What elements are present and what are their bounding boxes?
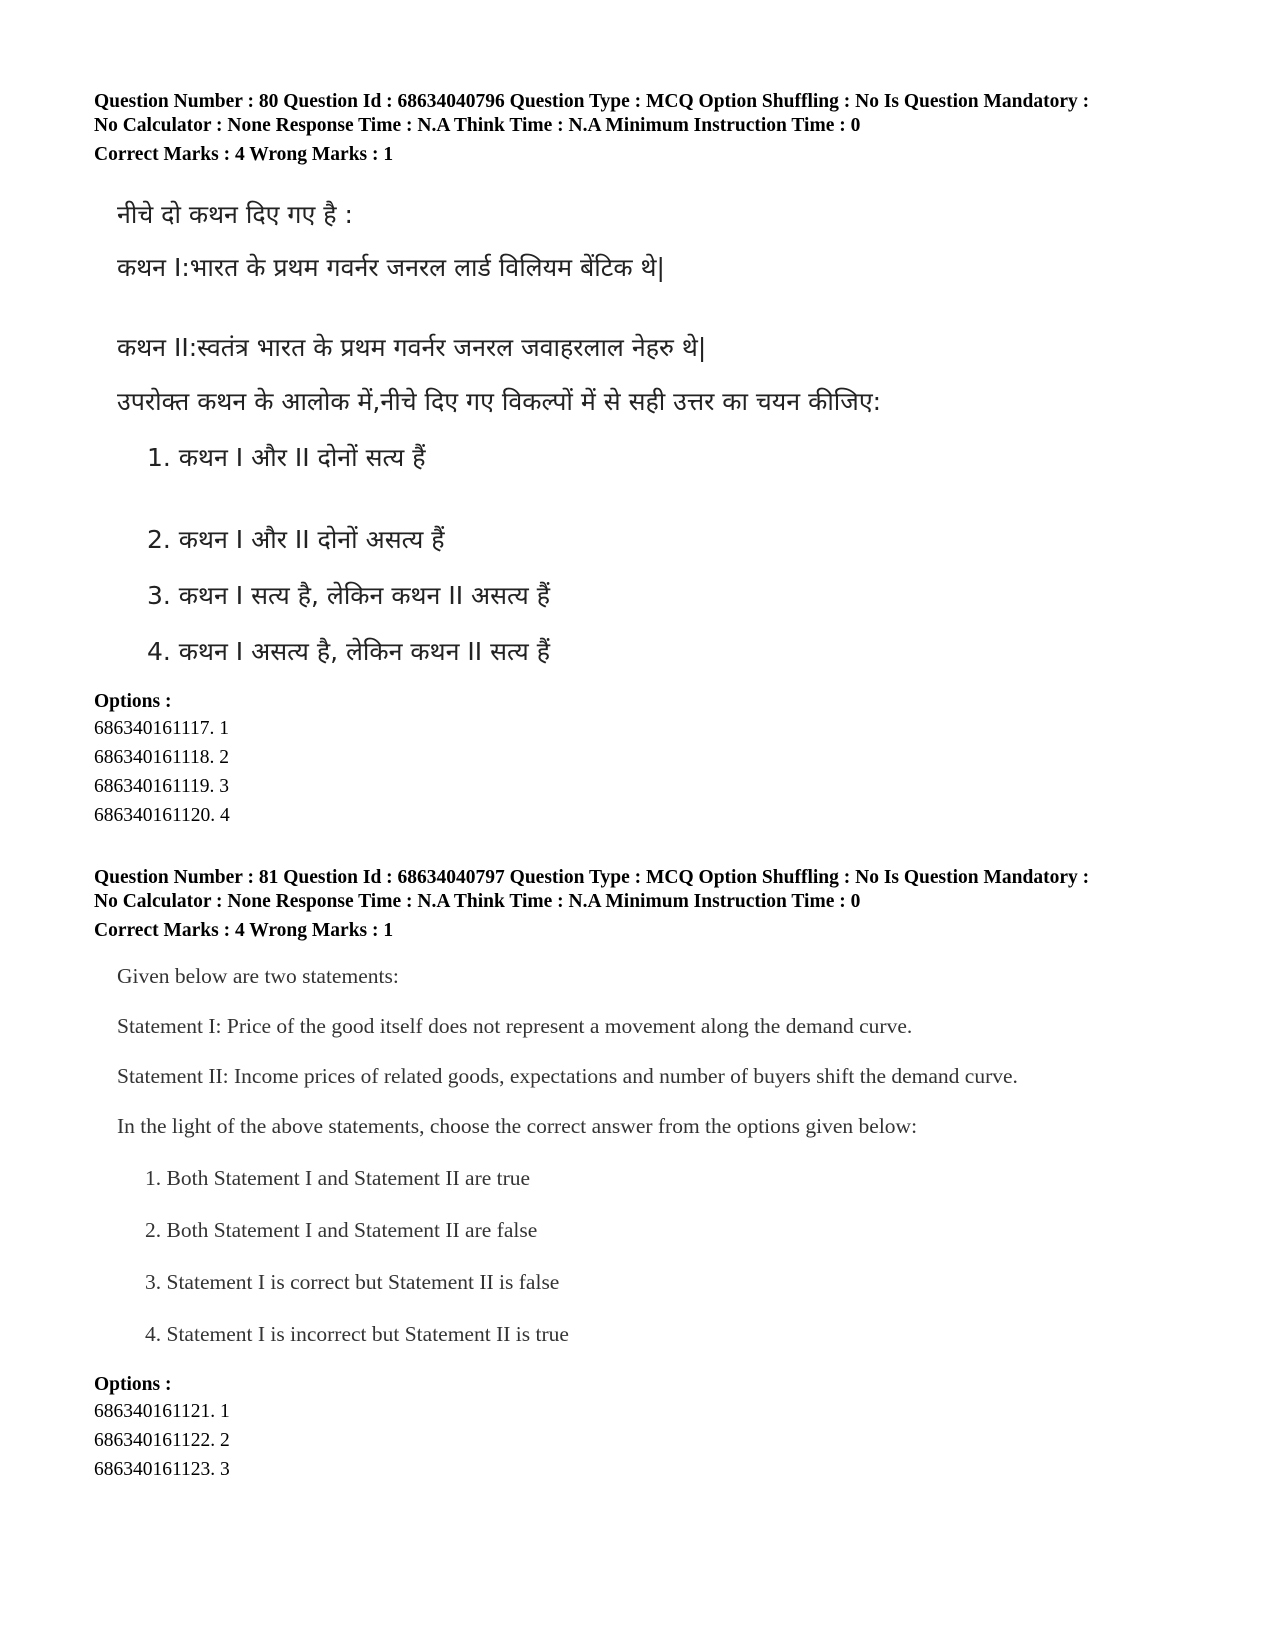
statement-line: कथन I:भारत के प्रथम गवर्नर जनरल लार्ड विलियम बेंटिक थे|: [117, 253, 665, 282]
question-meta-line: No Calculator : None Response Time : N.A Think Time : N.A Minimum Instruction Time : 0: [94, 891, 861, 912]
choice-line: 1. कथन I और II दोनों सत्य हैं: [147, 443, 426, 472]
choice-line: 1. Both Statement I and Statement II are true: [145, 1166, 531, 1190]
choice-line: 4. Statement I is incorrect but Statement II is true: [145, 1322, 569, 1346]
options-heading: Options :: [94, 691, 172, 712]
options-list: [94, 690, 1194, 830]
options-list: [94, 1373, 1194, 1484]
option-item: 686340161121. 1: [94, 1401, 230, 1422]
statement-intro: Given below are two statements:: [117, 964, 399, 988]
choice-line: 3. कथन I सत्य है, लेकिन कथन II असत्य हैं: [147, 581, 550, 610]
option-item: 686340161118. 2: [94, 747, 230, 768]
choice-line: 3. Statement I is correct but Statement II is false: [145, 1270, 560, 1294]
question-meta: [94, 866, 1194, 943]
marks-line: Correct Marks : 4 Wrong Marks : 1: [94, 920, 394, 941]
statement-line: Statement II: Income prices of related goods, expectations and number of buyers shift the demand curve.: [117, 1064, 1018, 1088]
marks-line: Correct Marks : 4 Wrong Marks : 1: [94, 144, 394, 165]
question-meta-line: Question Number : 80 Question Id : 68634040796 Question Type : MCQ Option Shuffling : No Is Question Mandatory :: [94, 91, 1090, 112]
question-meta: [94, 90, 1194, 167]
option-item: 686340161117. 1: [94, 718, 230, 739]
option-item: 686340161119. 3: [94, 776, 230, 797]
question-meta-line: No Calculator : None Response Time : N.A Think Time : N.A Minimum Instruction Time : 0: [94, 115, 861, 136]
option-item: 686340161120. 4: [94, 805, 230, 826]
option-item: 686340161123. 3: [94, 1459, 230, 1480]
statement-line: कथन II:स्वतंत्र भारत के प्रथम गवर्नर जनरल जवाहरलाल नेहरु थे|: [117, 333, 707, 362]
choice-line: 4. कथन I असत्य है, लेकिन कथन II सत्य हैं: [147, 637, 550, 666]
choice-line: 2. Both Statement I and Statement II are false: [145, 1218, 538, 1242]
option-item: 686340161122. 2: [94, 1430, 230, 1451]
statement-prompt: In the light of the above statements, choose the correct answer from the options given below:: [117, 1114, 918, 1138]
options-heading: Options :: [94, 1374, 172, 1395]
choice-line: 2. कथन I और II दोनों असत्य हैं: [147, 525, 445, 554]
question-meta-line: Question Number : 81 Question Id : 68634040797 Question Type : MCQ Option Shuffling : No Is Question Mandatory :: [94, 867, 1090, 888]
statement-prompt: उपरोक्त कथन के आलोक में,नीचे दिए गए विकल्पों में से सही उत्तर का चयन कीजिए:: [117, 387, 882, 416]
statement-line: Statement I: Price of the good itself does not represent a movement along the demand curve.: [117, 1014, 913, 1038]
statement-intro: नीचे दो कथन दिए गए है :: [117, 200, 353, 229]
